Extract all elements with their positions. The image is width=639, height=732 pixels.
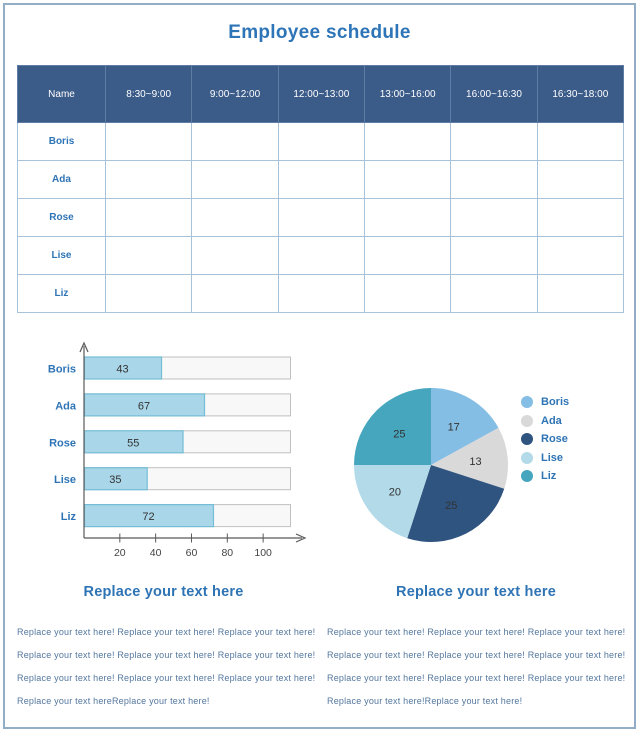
text-section-right [327, 584, 625, 718]
schedule-cell[interactable] [106, 237, 192, 275]
schedule-cell[interactable] [278, 237, 364, 275]
schedule-cell[interactable] [537, 161, 623, 199]
x-tick-label: 100 [254, 547, 272, 559]
x-tick-label: 20 [113, 547, 126, 559]
pie-value-label: 25 [445, 499, 458, 512]
bar-category-label: Boris [47, 363, 76, 376]
x-tick-label: 60 [185, 547, 198, 559]
schedule-cell[interactable] [451, 199, 537, 237]
schedule-cell[interactable] [278, 161, 364, 199]
legend-dot-icon [521, 396, 533, 408]
legend-dot-icon [521, 452, 533, 464]
schedule-cell[interactable] [537, 275, 623, 313]
employee-name-cell: Lise [18, 237, 106, 275]
column-header-time: 12:00~13:00 [278, 66, 364, 123]
schedule-cell[interactable] [106, 275, 192, 313]
page-title: Employee schedule [228, 22, 411, 43]
placeholder-text-line: Replace your text here! Replace your text here! Replace your text here! [327, 673, 626, 683]
table-row [18, 161, 624, 199]
schedule-cell[interactable] [537, 123, 623, 161]
schedule-cell[interactable] [364, 275, 450, 313]
schedule-cell[interactable] [364, 161, 450, 199]
placeholder-text-line: Replace your text here!Replace your text here! [327, 696, 523, 706]
table-row [18, 275, 624, 313]
schedule-cell[interactable] [192, 275, 278, 313]
legend-label: Boris [541, 396, 570, 409]
placeholder-text-line: Replace your text here! Replace your text here! Replace your text here! [17, 650, 316, 660]
table-row [18, 123, 624, 161]
header-row [18, 66, 624, 123]
section-heading-left: Replace your text here [83, 584, 244, 600]
schedule-cell[interactable] [451, 161, 537, 199]
schedule-cell[interactable] [364, 199, 450, 237]
schedule-cell[interactable] [192, 237, 278, 275]
schedule-cell[interactable] [451, 237, 537, 275]
employee-name-cell: Liz [18, 275, 106, 313]
legend-label: Liz [541, 470, 557, 483]
legend-label: Lise [541, 451, 564, 464]
bar-value-label: 67 [137, 400, 151, 413]
pie-value-label: 20 [388, 486, 402, 499]
schedule-cell[interactable] [451, 275, 537, 313]
column-header-name: Name [18, 66, 106, 123]
employee-name-cell: Boris [18, 123, 106, 161]
bar-value-label: 35 [109, 474, 122, 487]
pie-value-label: 25 [393, 428, 406, 441]
placeholder-text-line: Replace your text here! Replace your text here! Replace your text here! [17, 627, 316, 637]
employee-name-cell: Ada [18, 161, 106, 199]
bar-value-label: 43 [116, 363, 129, 376]
schedule-cell[interactable] [106, 123, 192, 161]
legend-item [521, 396, 569, 409]
legend-item [521, 470, 569, 483]
schedule-cell[interactable] [537, 199, 623, 237]
schedule-table-body [18, 123, 624, 313]
column-header-time: 8:30~9:00 [106, 66, 192, 123]
placeholder-lines-right [327, 626, 625, 707]
schedule-table [17, 65, 624, 313]
x-tick-label: 40 [149, 547, 162, 559]
share-pie-chart [340, 380, 530, 550]
placeholder-text-line: Replace your text here! Replace your text here! Replace your text here! [327, 650, 626, 660]
schedule-cell[interactable] [364, 123, 450, 161]
legend-item [521, 415, 569, 428]
schedule-cell[interactable] [278, 199, 364, 237]
bar-value-label: 55 [127, 437, 140, 450]
table-row [18, 199, 624, 237]
table-row [18, 237, 624, 275]
hours-bar-chart [20, 338, 312, 570]
schedule-cell[interactable] [278, 123, 364, 161]
schedule-table-head [18, 66, 624, 123]
schedule-cell[interactable] [192, 161, 278, 199]
pie-legend [521, 396, 569, 489]
bar-category-label: Liz [60, 511, 76, 524]
column-header-time: 13:00~16:00 [364, 66, 450, 123]
x-tick-label: 80 [221, 547, 234, 559]
schedule-cell[interactable] [364, 237, 450, 275]
pie-value-label: 13 [469, 455, 482, 468]
schedule-cell[interactable] [451, 123, 537, 161]
schedule-cell[interactable] [106, 161, 192, 199]
placeholder-text-line: Replace your text here! Replace your text here! Replace your text here! [17, 673, 316, 683]
employee-name-cell: Rose [18, 199, 106, 237]
bar-category-label: Ada [55, 400, 76, 413]
legend-dot-icon [521, 433, 533, 445]
legend-dot-icon [521, 415, 533, 427]
bar-category-label: Lise [53, 474, 76, 487]
legend-item [521, 433, 569, 446]
bar-category-label: Rose [49, 437, 76, 450]
column-header-time: 16:00~16:30 [451, 66, 537, 123]
placeholder-text-line: Replace your text hereReplace your text here! [17, 696, 210, 706]
column-header-time: 9:00~12:00 [192, 66, 278, 123]
schedule-cell[interactable] [537, 237, 623, 275]
column-header-time: 16:30~18:00 [537, 66, 623, 123]
legend-label: Ada [541, 414, 562, 427]
section-heading-right: Replace your text here [396, 584, 556, 600]
schedule-cell[interactable] [192, 199, 278, 237]
schedule-cell[interactable] [192, 123, 278, 161]
text-section-left [17, 584, 316, 718]
bar-value-label: 72 [142, 511, 155, 524]
placeholder-lines-left [17, 626, 316, 707]
legend-item [521, 452, 569, 465]
pie-value-label: 17 [447, 421, 460, 434]
pie-slice [354, 388, 431, 465]
legend-label: Rose [541, 433, 568, 446]
schedule-cell[interactable] [106, 199, 192, 237]
legend-dot-icon [521, 470, 533, 482]
schedule-cell[interactable] [278, 275, 364, 313]
placeholder-text-line: Replace your text here! Replace your text here! Replace your text here! [327, 627, 626, 637]
